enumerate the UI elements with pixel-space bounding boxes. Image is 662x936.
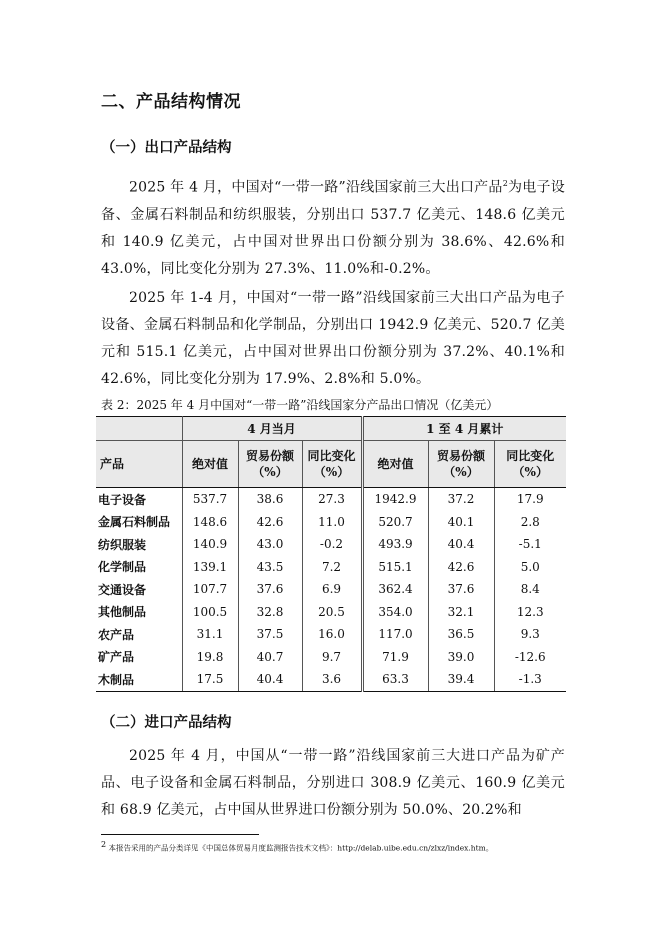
cell-product: 其他制品: [96, 601, 182, 624]
header-month: 4 月当月: [182, 417, 362, 441]
table-row: [96, 511, 566, 534]
cell-ytd-share: 39.0: [428, 646, 494, 669]
footnote-divider: [101, 834, 259, 835]
cell-product: 农产品: [96, 623, 182, 646]
cell-month-yoy: 27.3: [302, 488, 362, 511]
cell-ytd-share: 36.5: [428, 623, 494, 646]
section-title: 二、产品结构情况: [101, 92, 241, 112]
table-row: [96, 668, 566, 691]
table-row: [96, 646, 566, 669]
cell-month-share: 40.4: [238, 668, 302, 691]
cell-month-share: 43.0: [238, 533, 302, 556]
col-month-abs: 绝对值: [182, 441, 238, 488]
cell-month-yoy: 7.2: [302, 556, 362, 579]
cell-ytd-yoy: -12.6: [514, 649, 546, 664]
col-month-share: 贸易份额 （%）: [238, 441, 302, 488]
cell-month-yoy: -0.2: [302, 533, 362, 556]
import-heading: （二）进口产品结构: [101, 715, 232, 731]
cell-month-yoy: 20.5: [302, 601, 362, 624]
cell-ytd-yoy: -1.3: [494, 668, 566, 691]
cell-ytd-share: 37.6: [428, 578, 494, 601]
export-paragraph-jan-apr: 2025 年 1-4 月，中国对“一带一路”沿线国家前三大出口产品为电子设备、金属石料制品和化学制品，分别出口 1942.9 亿美元、520.7 亿美元和 515.1 亿美元，占中国对世界出口份额分别为 37.2%、40.1%和 42.6%，同比变化分别为 17.9%、2.8%和 5.0%。: [101, 290, 565, 387]
cell-ytd-yoy: 8.4: [520, 582, 540, 597]
cell-month-share: 40.7: [238, 646, 302, 669]
cell-ytd-abs: 71.9: [362, 646, 428, 669]
cell-month-abs: 148.6: [182, 511, 238, 534]
export-heading: （一）出口产品结构: [101, 140, 232, 156]
cell-month-share: 42.6: [238, 511, 302, 534]
footnote: $^2$ 本报告采用的产品分类详见《中国总体贸易月度监测报告技术文档》：http://delab.uibe.edu.cn/zlxz/index.htm。: [101, 840, 494, 853]
cell-ytd-share: 37.2: [428, 488, 494, 511]
cell-ytd-share: 39.4: [428, 668, 494, 691]
cell-product: 电子设备: [96, 488, 182, 511]
cell-ytd-yoy: 2.8: [520, 514, 540, 529]
table-row: [96, 578, 566, 601]
import-paragraph-april: 2025 年 4 月，中国从“一带一路”沿线国家前三大进口产品为矿产品、电子设备和金属石料制品，分别进口 308.9 亿美元、160.9 亿美元和 68.9 亿美元，占中国从世界进口份额分别为 50.0%、20.2%和: [101, 748, 565, 818]
cell-product: 木制品: [96, 668, 182, 691]
cell-ytd-yoy: 5.0: [520, 559, 540, 574]
cell-ytd-abs: 520.7: [362, 511, 428, 534]
export-paragraph-april: 2025 年 4 月，中国对“一带一路”沿线国家前三大出口产品$^2$为电子设备、金属石料制品和纺织服装，分别出口 537.7 亿美元、148.6 亿美元和 140.9 亿美元，占中国对世界出口份额分别为 38.6%、42.6%和 43.0%，同比变化分别为 27.3%、11.0%和-0.2%。: [101, 179, 565, 277]
cell-ytd-abs: 63.3: [362, 668, 428, 691]
cell-ytd-abs: 1942.9: [362, 488, 428, 511]
cell-month-yoy: 9.7: [302, 646, 362, 669]
footnote-ref: 2: [502, 179, 508, 188]
cell-ytd-abs: 354.0: [362, 601, 428, 624]
cell-month-share: 43.5: [238, 556, 302, 579]
cell-ytd-share: 40.4: [428, 533, 494, 556]
header-ytd: 1 至 4 月累计: [362, 417, 566, 441]
cell-month-share: 38.6: [238, 488, 302, 511]
table-group-header: [96, 417, 566, 441]
cell-product: 化学制品: [96, 556, 182, 579]
cell-product: 纺织服装: [96, 533, 182, 556]
col-month-yoy: 同比变化 （%）: [302, 441, 362, 488]
cell-month-yoy: 11.0: [302, 511, 362, 534]
table-row: [96, 623, 566, 646]
cell-month-abs: 139.1: [182, 556, 238, 579]
header-blank: [96, 417, 182, 441]
col-product: 产品: [96, 441, 182, 488]
cell-month-share: 37.5: [238, 623, 302, 646]
cell-month-share: 32.8: [238, 601, 302, 624]
cell-month-yoy: 6.9: [302, 578, 362, 601]
cell-month-yoy: 16.0: [302, 623, 362, 646]
table-column-header: [96, 441, 566, 488]
cell-ytd-yoy: 17.9: [516, 492, 544, 507]
cell-month-abs: 107.7: [182, 578, 238, 601]
table-row: [96, 556, 566, 579]
cell-ytd-yoy: -5.1: [518, 537, 542, 552]
table-caption: 表 2：2025 年 4 月中国对“一带一路”沿线国家分产品出口情况（亿美元）: [101, 398, 499, 412]
cell-ytd-abs: 515.1: [362, 556, 428, 579]
cell-product: 金属石料制品: [96, 511, 182, 534]
col-ytd-share: 贸易份额 （%）: [428, 441, 494, 488]
cell-month-share: 37.6: [238, 578, 302, 601]
table-row: [96, 533, 566, 556]
cell-ytd-abs: 362.4: [362, 578, 428, 601]
cell-product: 交通设备: [96, 578, 182, 601]
cell-month-abs: 100.5: [182, 601, 238, 624]
table-row: [96, 601, 566, 624]
cell-month-abs: 19.8: [182, 646, 238, 669]
table-row: [96, 488, 566, 511]
col-ytd-abs: 绝对值: [362, 441, 428, 488]
cell-month-abs: 140.9: [182, 533, 238, 556]
cell-month-abs: 17.5: [182, 668, 238, 691]
cell-ytd-share: 32.1: [428, 601, 494, 624]
cell-month-yoy: 3.6: [302, 668, 362, 691]
cell-ytd-share: 40.1: [428, 511, 494, 534]
cell-ytd-yoy: 12.3: [516, 604, 544, 619]
cell-ytd-yoy: 9.3: [520, 627, 540, 642]
cell-ytd-share: 42.6: [428, 556, 494, 579]
cell-month-abs: 537.7: [182, 488, 238, 511]
cell-month-abs: 31.1: [182, 623, 238, 646]
cell-product: 矿产品: [96, 646, 182, 669]
cell-ytd-abs: 117.0: [362, 623, 428, 646]
cell-ytd-abs: 493.9: [362, 533, 428, 556]
col-ytd-yoy: 同比变化 （%）: [494, 441, 566, 488]
export-by-product-table: [96, 416, 566, 692]
